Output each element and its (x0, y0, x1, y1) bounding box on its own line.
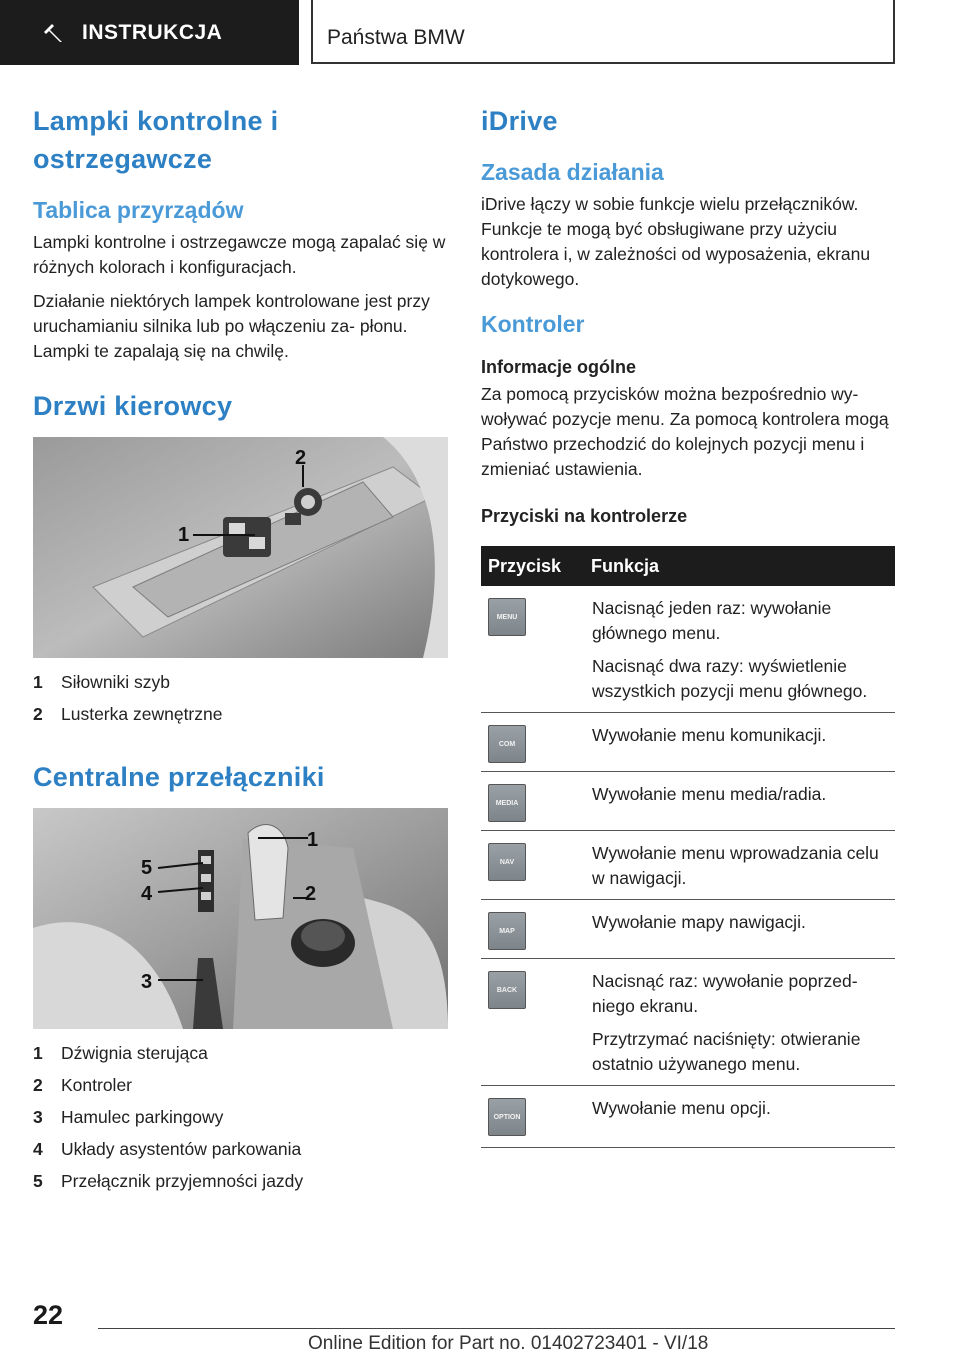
list-item: 3 Hamulec parkingowy (33, 1107, 224, 1127)
list-item: 1 Siłowniki szyb (33, 672, 170, 692)
page-header-title: Państwa BMW (311, 0, 895, 64)
map-button-icon: MAP (488, 912, 526, 950)
console-callout-1: 1 (307, 829, 319, 851)
console-callout-4: 4 (141, 883, 153, 905)
list-item: 5 Przełącznik przyjemności jazdy (33, 1171, 304, 1191)
list-item: 2 Kontroler (33, 1075, 133, 1095)
list-item: 4 Układy asystentów parkowania (33, 1139, 302, 1159)
left-column (33, 100, 448, 1197)
console-legend (33, 1037, 448, 1197)
console-callout-2: 2 (305, 883, 317, 905)
paragraph-controller-info: Za pomocą przycisków można bezpośrednio wy- woływać pozycje menu. Za pomocą kontrolera mogą Państwo przechodzić do kolejnych pozycji menu i zmieniać ustawienia. (481, 384, 889, 479)
center-console-image (33, 808, 448, 1029)
right-column (481, 100, 895, 1148)
subheading-instrument-cluster: Tablica przyrządów (33, 197, 244, 223)
table-row: MENU Nacisnąć jeden raz: wywołanie głównego menu. Nacisnąć dwa razy: wyświetlenie wszystkich pozycji menu głównego. (481, 586, 895, 713)
footer-divider (98, 1328, 895, 1329)
page-number: 22 (33, 1300, 64, 1330)
column-header-button: Przycisk (481, 546, 591, 586)
table-row: BACK Nacisnąć raz: wywołanie poprzed- niego ekranu. Przytrzymać naciśnięty: otwieranie ostatnio używanego menu. (481, 959, 895, 1086)
option-button-icon: OPTION (488, 1098, 526, 1136)
manual-tab[interactable] (0, 0, 299, 65)
door-callout-2: 2 (295, 447, 307, 469)
table-row: NAV Wywołanie menu wprowadzania celu w nawigacji. (481, 831, 895, 900)
table-row: MAP Wywołanie mapy nawigacji. (481, 900, 895, 959)
back-button-icon: BACK (488, 971, 526, 1009)
table-row: MEDIA Wywołanie menu media/radia. (481, 772, 895, 831)
bmw-instruction-icon (42, 22, 64, 44)
driver-door-image (33, 437, 448, 658)
table-header-row (481, 546, 895, 586)
com-button-icon: COM (488, 725, 526, 763)
media-button-icon: MEDIA (488, 784, 526, 822)
door-callout-1: 1 (178, 524, 190, 546)
subheading-operating-principle: Zasada działania (481, 159, 664, 185)
column-header-function: Funkcja (591, 546, 895, 586)
menu-button-icon: MENU (488, 598, 526, 636)
manual-tab-label: INSTRUKCJA (82, 20, 223, 44)
section-heading-warning-lights: Lampki kontrolne i ostrzegawcze (33, 106, 279, 174)
subheading-controller: Kontroler (481, 311, 585, 337)
controller-buttons-table (481, 546, 895, 1148)
paragraph-idrive-intro: iDrive łączy w sobie funkcje wielu przełączników. Funkcje te mogą być obsługiwane przy użyciu kontrolera i, w zależności od wyposażenia, ekranu dotykowego. (481, 194, 871, 289)
console-callout-3: 3 (141, 971, 153, 993)
heading-general-info: Informacje ogólne (481, 357, 637, 377)
section-heading-idrive: iDrive (481, 106, 558, 136)
section-heading-center-console: Centralne przełączniki (33, 762, 325, 792)
paragraph-warning-lights-2: Działanie niektórych lampek kontrolowane jest przy uruchamianiu silnika lub po włączeniu za- płonu. Lampki te zapalają się na chwilę. (33, 291, 430, 361)
nav-button-icon: NAV (488, 843, 526, 881)
heading-controller-buttons: Przyciski na kontrolerze (481, 506, 688, 526)
edition-footer: Online Edition for Part no. 01402723401 - VI/18 (308, 1333, 709, 1354)
door-legend (33, 666, 448, 730)
section-heading-driver-door: Drzwi kierowcy (33, 391, 233, 421)
table-row: COM Wywołanie menu komunikacji. (481, 713, 895, 772)
console-callout-5: 5 (141, 857, 153, 879)
list-item: 1 Dźwignia sterująca (33, 1043, 208, 1063)
table-row: OPTION Wywołanie menu opcji. (481, 1086, 895, 1148)
list-item: 2 Lusterka zewnętrzne (33, 704, 223, 724)
paragraph-warning-lights-1: Lampki kontrolne i ostrzegawcze mogą zapalać się w różnych kolorach i konfiguracjach. (33, 232, 446, 277)
